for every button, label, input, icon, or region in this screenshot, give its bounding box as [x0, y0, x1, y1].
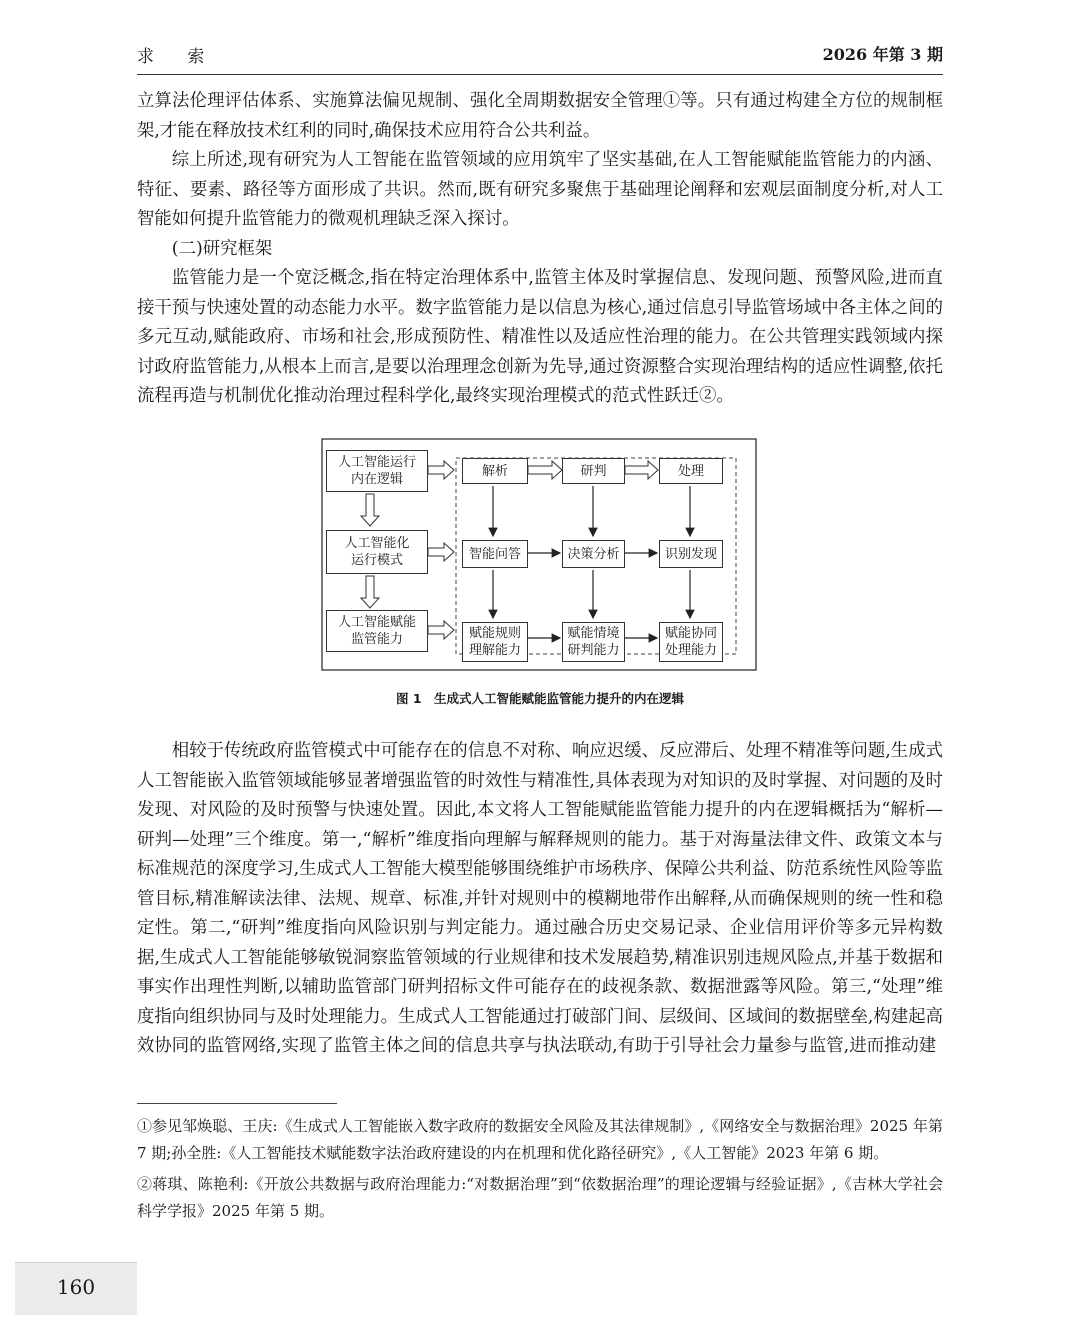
header-rule: [137, 74, 943, 75]
left-box-capacity: 人工智能赋能 监管能力: [326, 610, 428, 652]
footnote-rule: [137, 1103, 337, 1104]
paragraph: 综上所述,现有研究为人工智能在监管领域的应用筑牢了坚实基础,在人工智能赋能监管能力的内涵、特征、要素、路径等方面形成了共识。然而,既有研究多聚焦于基础理论阐释和宏观层面制度分析,对人工智能如何提升监管能力的微观机理缺乏深入探讨。: [137, 150, 943, 229]
paragraph: 监管能力是一个宽泛概念,指在特定治理体系中,监管主体及时掌握信息、发现问题、预警风险,进而直接干预与快速处置的动态能力水平。数字监管能力是以信息为核心,通过信息引导监管场域中各主体之间的多元互动,赋能政府、市场和社会,形成预防性、精准性以及适应性治理的能力。在公共管理实践领域内探讨政府监管能力,从根本上而言,是要以治理理念创新为先导,通过资源整合实现治理结构的适应性调整,依托流程再造与机制优化推动治理过程科学化,最终实现治理模式的范式性跃迁②。: [137, 268, 943, 406]
section-heading: (二)研究框架: [171, 238, 273, 259]
paragraph: 立算法伦理评估体系、实施算法偏见规制、强化全周期数据安全管理①等。只有通过构建全方位的规制框架,才能在释放技术红利的同时,确保技术应用符合公共利益。: [137, 91, 943, 141]
box-rule-ability: 赋能规则 理解能力: [462, 622, 528, 662]
left-box-logic: 人工智能运行 内在逻辑: [326, 450, 428, 492]
box-parse: 解析: [462, 458, 528, 484]
box-judge: 研判: [562, 458, 625, 484]
figure-caption: 图 1 生成式人工智能赋能监管能力提升的内在逻辑: [395, 691, 685, 706]
body-text-bottom: [137, 737, 943, 1062]
paragraph: 相较于传统政府监管模式中可能存在的信息不对称、响应迟缓、反应滞后、处理不精准等问题,生成式人工智能嵌入监管领域能够显著增强监管的时效性与精准性,具体表现为对知识的及时掌握、对问题的及时发现、对风险的及时预警与快速处置。因此,本文将人工智能赋能监管能力提升的内在逻辑概括为“解析—研判—处理”三个维度。第一,“解析”维度指向理解与解释规则的能力。基于对海量法律文件、政策文本与标准规范的深度学习,生成式人工智能大模型能够围绕维护市场秩序、保障公共利益、防范系统性风险等监管目标,精准解读法律、法规、规章、标准,并针对规则中的模糊地带作出解释,从而确保规则的统一性和稳定性。第二,“研判”维度指向风险识别与判定能力。通过融合历史交易记录、企业信用评价等多元异构数据,生成式人工智能能够敏锐洞察监管领域的行业规律和技术发展趋势,精准识别违规风险点,并基于数据和事实作出理性判断,以辅助监管部门研判招标文件可能存在的歧视条款、数据泄露等风险。第三,“处理”维度指向组织协同与及时处理能力。生成式人工智能通过打破部门间、层级间、区域间的数据壁垒,构建起高效协同的监管网络,实现了监管主体之间的信息共享与执法联动,有助于引导社会力量参与监管,进而推动建: [137, 741, 943, 1056]
footnotes: [137, 1113, 943, 1229]
body-text-top: [137, 87, 943, 412]
footnote: ①参见邹焕聪、王庆:《生成式人工智能嵌入数字政府的数据安全风险及其法律规制》,《网络安全与数据治理》2025 年第 7 期;孙全胜:《人工智能技术赋能数字法治政府建设的内在机理和优化路径研究》,《人工智能》2023 年第 6 期。: [137, 1117, 943, 1162]
running-header: [137, 42, 943, 72]
box-coordination-ability: 赋能协同 处理能力: [659, 622, 723, 662]
journal-name: 求 索: [137, 47, 219, 67]
box-qa: 智能问答: [462, 540, 528, 568]
box-identify: 识别发现: [659, 540, 723, 568]
issue-label: 2026 年第 3 期: [822, 45, 943, 64]
footnote: ②蒋琪、陈艳利:《开放公共数据与政府治理能力:“对数据治理”到“依数据治理”的理论逻辑与经验证据》,《吉林大学社会科学学报》2025 年第 5 期。: [137, 1175, 943, 1220]
page-number-tab: [15, 1262, 137, 1315]
box-handle: 处理: [659, 458, 723, 484]
box-situation-ability: 赋能情境 研判能力: [562, 622, 625, 662]
box-decision: 决策分析: [562, 540, 625, 568]
page-number: 160: [56, 1275, 96, 1299]
left-box-mode: 人工智能化 运行模式: [326, 530, 428, 574]
figure-diagram: [320, 436, 760, 676]
